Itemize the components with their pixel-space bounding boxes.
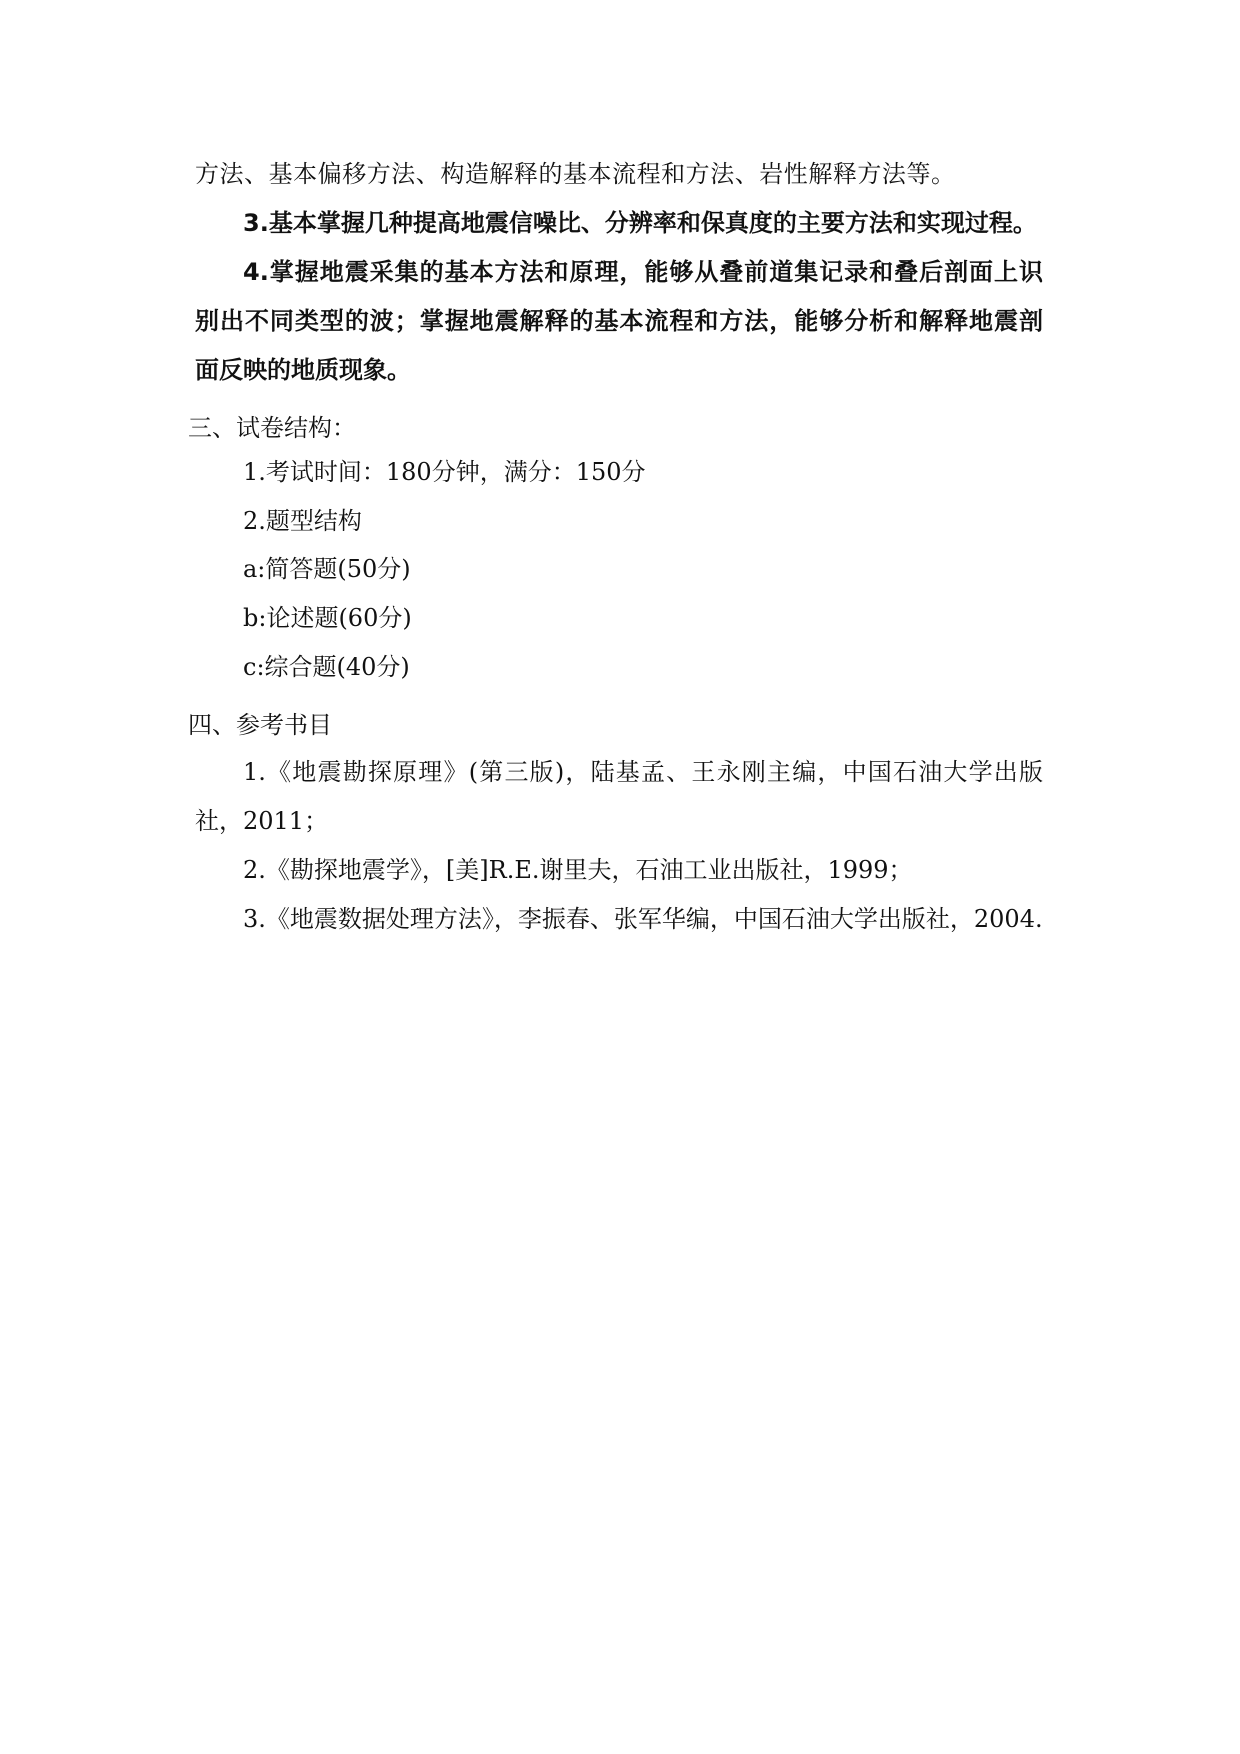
reference-2: 2.《勘探地震学》，[美]R.E.谢里夫，石油工业出版社，1999； [243,856,913,884]
reference-1-line1: 1.《地震勘探原理》(第三版)，陆基孟、王永刚主编，中国石油大学出版 [243,758,1043,786]
objective-item4-line2: 别出不同类型的波；掌握地震解释的基本流程和方法，能够分析和解释地震剖 [195,307,1043,335]
section-heading-exam-structure: 三、试卷结构： [188,414,356,442]
objective-item3: 3.基本掌握几种提高地震信噪比、分辨率和保真度的主要方法和实现过程。 [243,209,1037,237]
objective-item4-line3: 面反映的地质现象。 [195,356,411,384]
objective-item4-line1: 4.掌握地震采集的基本方法和原理，能够从叠前道集记录和叠后剖面上识 [243,258,1043,286]
reference-3: 3.《地震数据处理方法》，李振春、张军华编，中国石油大学出版社，2004. [243,905,1043,933]
question-type-a: a:简答题(50分) [243,555,411,583]
exam-time: 1.考试时间：180分钟，满分：150分 [243,458,646,486]
question-type-b: b:论述题(60分) [243,604,412,632]
question-types-heading: 2.题型结构 [243,507,362,535]
question-type-c: c:综合题(40分) [243,653,410,681]
reference-1-line2: 社，2011； [195,807,329,835]
section-heading-references: 四、参考书目 [188,711,332,739]
objective-item2-tail: 方法、基本偏移方法、构造解释的基本流程和方法、岩性解释方法等。 [195,160,955,188]
